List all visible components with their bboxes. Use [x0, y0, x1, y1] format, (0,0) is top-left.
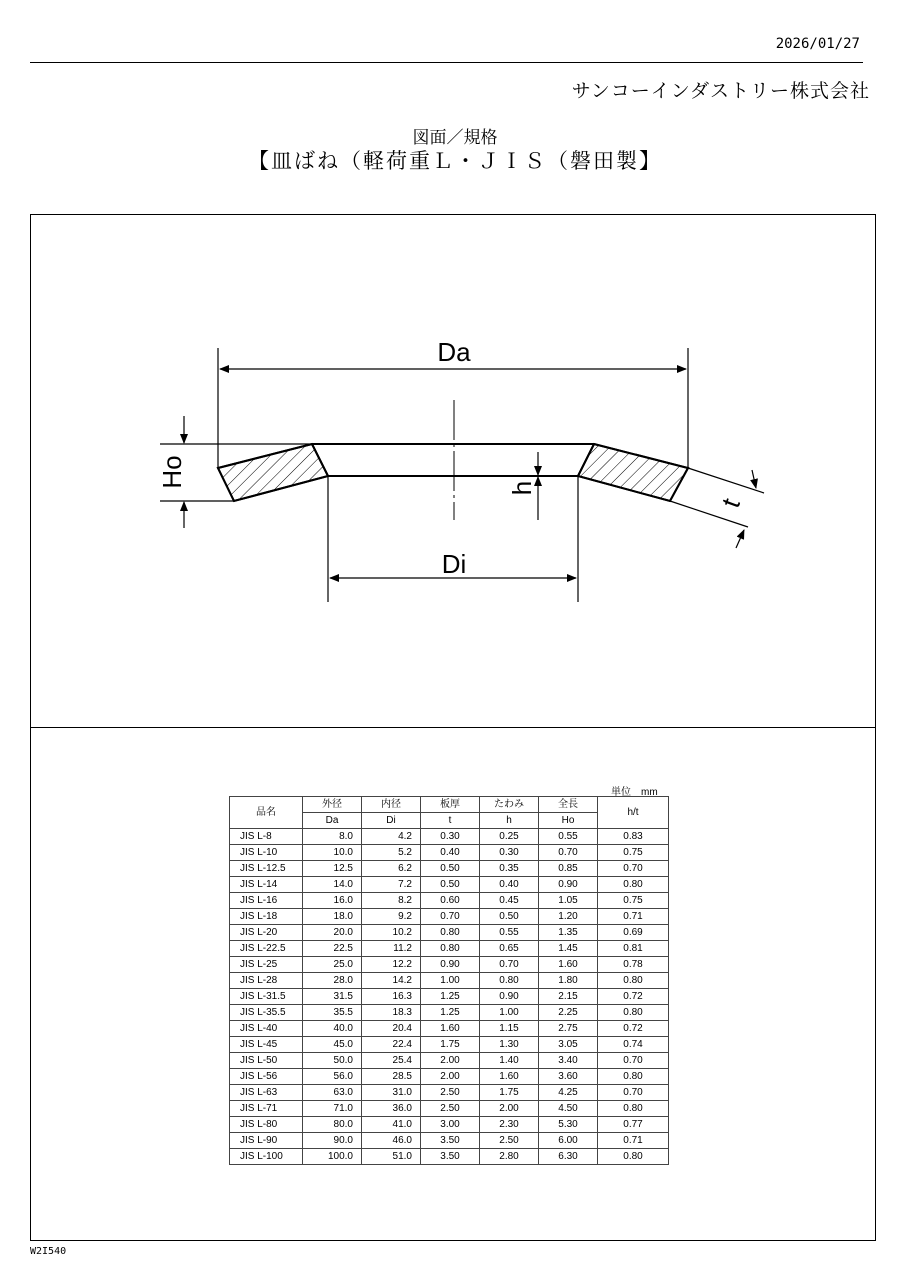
da-label: Da	[437, 337, 471, 367]
document-title: 【皿ばね（軽荷重Ｌ・ＪＩＳ（磐田製】	[248, 149, 662, 173]
h-label: h	[507, 480, 537, 496]
cell-outer: 56.0	[303, 1069, 362, 1085]
cell-ratio: 0.71	[598, 909, 669, 925]
cell-name: JIS L-25	[230, 957, 303, 973]
cell-deflect: 2.30	[480, 1117, 539, 1133]
table-row	[230, 1149, 669, 1165]
cell-deflect: 0.40	[480, 877, 539, 893]
cell-inner: 41.0	[362, 1117, 421, 1133]
cell-ratio: 0.70	[598, 1053, 669, 1069]
cell-name: JIS L-63	[230, 1085, 303, 1101]
cell-outer: 31.5	[303, 989, 362, 1005]
cell-outer: 8.0	[303, 829, 362, 845]
cell-height: 6.00	[539, 1133, 598, 1149]
cell-name: JIS L-40	[230, 1021, 303, 1037]
header-height-sym: Ho	[539, 813, 598, 829]
table-row	[230, 1069, 669, 1085]
hatch-left	[218, 444, 328, 501]
cell-deflect: 1.40	[480, 1053, 539, 1069]
cell-name: JIS L-80	[230, 1117, 303, 1133]
cell-height: 2.25	[539, 1005, 598, 1021]
cell-deflect: 0.90	[480, 989, 539, 1005]
cell-inner: 16.3	[362, 989, 421, 1005]
cell-thick: 0.70	[421, 909, 480, 925]
cell-ratio: 0.80	[598, 973, 669, 989]
cell-thick: 1.25	[421, 1005, 480, 1021]
cell-height: 3.40	[539, 1053, 598, 1069]
cell-deflect: 1.30	[480, 1037, 539, 1053]
header-outer-sym: Da	[303, 813, 362, 829]
cell-deflect: 1.75	[480, 1085, 539, 1101]
header-ratio: h/t	[598, 797, 669, 829]
cell-height: 1.20	[539, 909, 598, 925]
table-row	[230, 973, 669, 989]
cell-deflect: 2.80	[480, 1149, 539, 1165]
cell-thick: 2.50	[421, 1085, 480, 1101]
cell-thick: 0.90	[421, 957, 480, 973]
cell-ratio: 0.75	[598, 845, 669, 861]
cell-inner: 5.2	[362, 845, 421, 861]
table-row	[230, 1101, 669, 1117]
ho-label: Ho	[157, 455, 187, 489]
cell-ratio: 0.69	[598, 925, 669, 941]
t-label: t	[715, 494, 746, 512]
cell-thick: 2.50	[421, 1101, 480, 1117]
table-row	[230, 893, 669, 909]
cell-height: 0.85	[539, 861, 598, 877]
cell-outer: 45.0	[303, 1037, 362, 1053]
cell-ratio: 0.75	[598, 893, 669, 909]
cell-ratio: 0.80	[598, 1069, 669, 1085]
cell-thick: 0.50	[421, 861, 480, 877]
cell-name: JIS L-100	[230, 1149, 303, 1165]
cell-ratio: 0.80	[598, 1005, 669, 1021]
cell-inner: 7.2	[362, 877, 421, 893]
cell-height: 5.30	[539, 1117, 598, 1133]
header-deflect: たわみ	[480, 797, 539, 813]
cell-outer: 10.0	[303, 845, 362, 861]
table-row	[230, 829, 669, 845]
header-inner: 内径	[362, 797, 421, 813]
cell-deflect: 0.35	[480, 861, 539, 877]
cell-name: JIS L-90	[230, 1133, 303, 1149]
cell-outer: 25.0	[303, 957, 362, 973]
cell-outer: 90.0	[303, 1133, 362, 1149]
cell-thick: 0.80	[421, 941, 480, 957]
di-dimension	[328, 476, 578, 602]
cell-height: 0.55	[539, 829, 598, 845]
cell-outer: 12.5	[303, 861, 362, 877]
cell-deflect: 1.60	[480, 1069, 539, 1085]
header-thick-sym: t	[421, 813, 480, 829]
cell-outer: 20.0	[303, 925, 362, 941]
cell-deflect: 0.45	[480, 893, 539, 909]
document-subtitle: 図面／規格	[412, 128, 498, 148]
cell-deflect: 0.80	[480, 973, 539, 989]
header-deflect-sym: h	[480, 813, 539, 829]
header-outer: 外径	[303, 797, 362, 813]
cell-ratio: 0.71	[598, 1133, 669, 1149]
cell-ratio: 0.80	[598, 1101, 669, 1117]
footer-code: W2I540	[30, 1246, 67, 1257]
cell-inner: 11.2	[362, 941, 421, 957]
cell-outer: 22.5	[303, 941, 362, 957]
t-dimension	[670, 468, 764, 548]
cell-height: 0.70	[539, 845, 598, 861]
cell-height: 1.35	[539, 925, 598, 941]
cell-name: JIS L-35.5	[230, 1005, 303, 1021]
cell-deflect: 0.65	[480, 941, 539, 957]
cell-outer: 71.0	[303, 1101, 362, 1117]
cell-thick: 3.50	[421, 1133, 480, 1149]
table-row	[230, 1005, 669, 1021]
cell-name: JIS L-18	[230, 909, 303, 925]
table-header-row	[230, 797, 669, 813]
cell-deflect: 0.70	[480, 957, 539, 973]
cell-deflect: 2.50	[480, 1133, 539, 1149]
cell-height: 2.15	[539, 989, 598, 1005]
cell-outer: 18.0	[303, 909, 362, 925]
cell-height: 1.05	[539, 893, 598, 909]
unit-label: 単位 mm	[611, 787, 658, 798]
cell-ratio: 0.81	[598, 941, 669, 957]
cell-outer: 14.0	[303, 877, 362, 893]
cell-thick: 1.60	[421, 1021, 480, 1037]
cell-outer: 63.0	[303, 1085, 362, 1101]
cell-ratio: 0.74	[598, 1037, 669, 1053]
cell-thick: 1.75	[421, 1037, 480, 1053]
cell-ratio: 0.70	[598, 861, 669, 877]
cell-thick: 3.00	[421, 1117, 480, 1133]
table-row	[230, 1133, 669, 1149]
cell-name: JIS L-28	[230, 973, 303, 989]
cell-inner: 4.2	[362, 829, 421, 845]
table-row	[230, 989, 669, 1005]
cell-thick: 3.50	[421, 1149, 480, 1165]
cell-outer: 100.0	[303, 1149, 362, 1165]
cell-deflect: 1.15	[480, 1021, 539, 1037]
cell-ratio: 0.80	[598, 1149, 669, 1165]
cell-thick: 1.25	[421, 989, 480, 1005]
cell-inner: 8.2	[362, 893, 421, 909]
header-inner-sym: Di	[362, 813, 421, 829]
cell-inner: 31.0	[362, 1085, 421, 1101]
cell-name: JIS L-14	[230, 877, 303, 893]
cell-height: 2.75	[539, 1021, 598, 1037]
cell-name: JIS L-20	[230, 925, 303, 941]
table-row	[230, 1037, 669, 1053]
cell-inner: 14.2	[362, 973, 421, 989]
cell-name: JIS L-22.5	[230, 941, 303, 957]
cell-thick: 0.30	[421, 829, 480, 845]
cell-height: 4.50	[539, 1101, 598, 1117]
cell-thick: 0.80	[421, 925, 480, 941]
cell-outer: 28.0	[303, 973, 362, 989]
header-name: 品名	[230, 797, 303, 829]
cell-deflect: 0.25	[480, 829, 539, 845]
cell-height: 1.60	[539, 957, 598, 973]
table-row	[230, 957, 669, 973]
cell-inner: 28.5	[362, 1069, 421, 1085]
cell-ratio: 0.80	[598, 877, 669, 893]
table-body	[230, 829, 669, 1165]
cell-ratio: 0.72	[598, 1021, 669, 1037]
cell-name: JIS L-8	[230, 829, 303, 845]
cell-deflect: 0.30	[480, 845, 539, 861]
cell-deflect: 0.55	[480, 925, 539, 941]
cell-thick: 0.60	[421, 893, 480, 909]
cell-ratio: 0.83	[598, 829, 669, 845]
cell-ratio: 0.78	[598, 957, 669, 973]
cell-name: JIS L-16	[230, 893, 303, 909]
cell-deflect: 1.00	[480, 1005, 539, 1021]
table-row	[230, 941, 669, 957]
cell-deflect: 0.50	[480, 909, 539, 925]
di-label: Di	[441, 549, 467, 579]
cell-name: JIS L-45	[230, 1037, 303, 1053]
cell-inner: 36.0	[362, 1101, 421, 1117]
table-row	[230, 909, 669, 925]
table-row	[230, 877, 669, 893]
header-thick: 板厚	[421, 797, 480, 813]
cell-height: 1.45	[539, 941, 598, 957]
table-row	[230, 1021, 669, 1037]
cell-name: JIS L-10	[230, 845, 303, 861]
cell-inner: 46.0	[362, 1133, 421, 1149]
cell-deflect: 2.00	[480, 1101, 539, 1117]
document-date: 2026/01/27	[775, 36, 860, 52]
table-row	[230, 925, 669, 941]
cell-inner: 6.2	[362, 861, 421, 877]
h-dimension	[538, 444, 560, 520]
cell-inner: 22.4	[362, 1037, 421, 1053]
cell-outer: 50.0	[303, 1053, 362, 1069]
table-row	[230, 1117, 669, 1133]
cell-height: 0.90	[539, 877, 598, 893]
cell-ratio: 0.77	[598, 1117, 669, 1133]
cell-name: JIS L-50	[230, 1053, 303, 1069]
company-name: サンコーインダストリー株式会社	[571, 80, 870, 102]
spec-table	[229, 796, 669, 1165]
cell-thick: 2.00	[421, 1069, 480, 1085]
cell-inner: 51.0	[362, 1149, 421, 1165]
cell-outer: 80.0	[303, 1117, 362, 1133]
table-row	[230, 861, 669, 877]
cell-name: JIS L-31.5	[230, 989, 303, 1005]
table-row	[230, 1085, 669, 1101]
cell-outer: 40.0	[303, 1021, 362, 1037]
cell-height: 3.60	[539, 1069, 598, 1085]
cell-height: 1.80	[539, 973, 598, 989]
cell-ratio: 0.70	[598, 1085, 669, 1101]
cell-outer: 35.5	[303, 1005, 362, 1021]
cell-height: 4.25	[539, 1085, 598, 1101]
header-height: 全長	[539, 797, 598, 813]
hatch-right	[578, 444, 688, 501]
cell-height: 3.05	[539, 1037, 598, 1053]
cell-name: JIS L-12.5	[230, 861, 303, 877]
cell-thick: 2.00	[421, 1053, 480, 1069]
cell-thick: 0.40	[421, 845, 480, 861]
cell-inner: 12.2	[362, 957, 421, 973]
cell-inner: 25.4	[362, 1053, 421, 1069]
cell-inner: 9.2	[362, 909, 421, 925]
cell-thick: 1.00	[421, 973, 480, 989]
cell-name: JIS L-56	[230, 1069, 303, 1085]
cell-height: 6.30	[539, 1149, 598, 1165]
table-row	[230, 845, 669, 861]
cell-inner: 10.2	[362, 925, 421, 941]
cell-ratio: 0.72	[598, 989, 669, 1005]
cell-name: JIS L-71	[230, 1101, 303, 1117]
cell-inner: 18.3	[362, 1005, 421, 1021]
cell-thick: 0.50	[421, 877, 480, 893]
cell-inner: 20.4	[362, 1021, 421, 1037]
table-row	[230, 1053, 669, 1069]
cell-outer: 16.0	[303, 893, 362, 909]
